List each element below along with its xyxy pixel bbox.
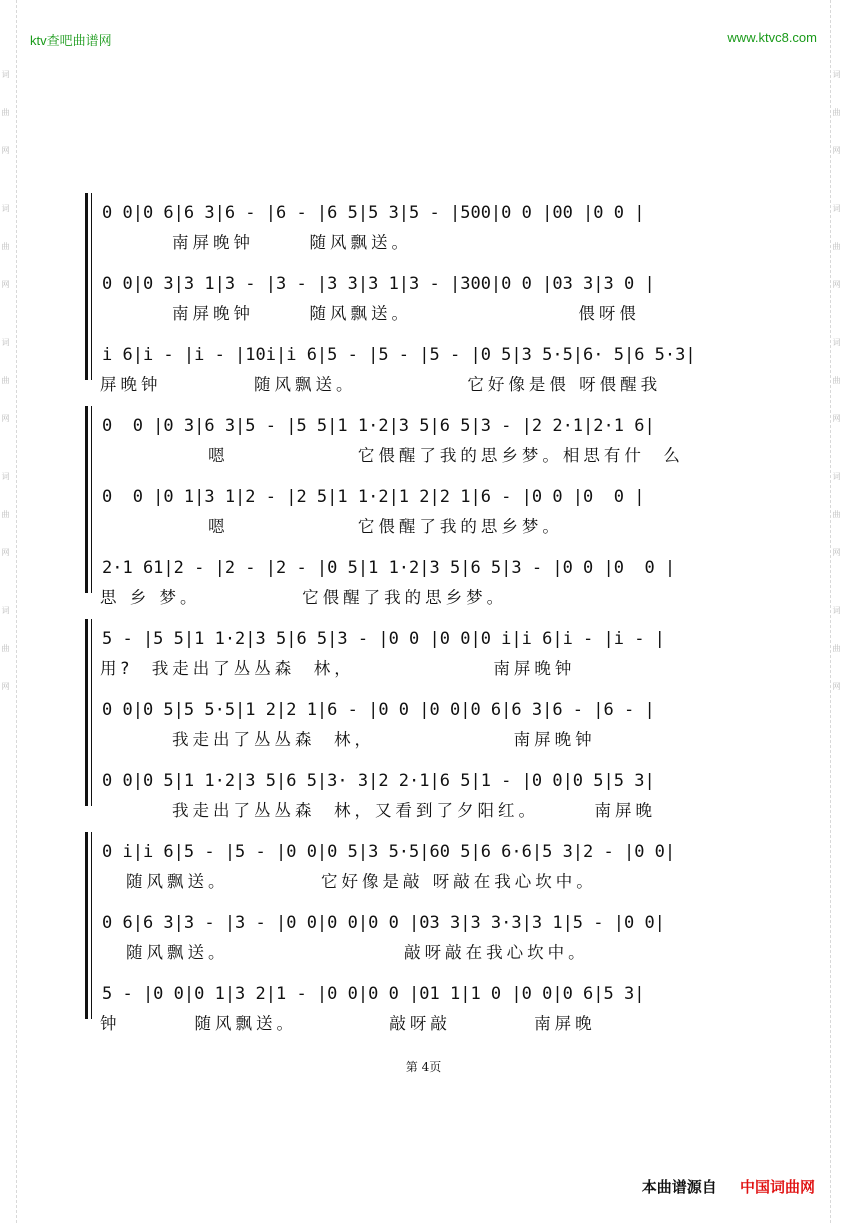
header-site-name[interactable]: ktv查吧曲谱网 xyxy=(30,33,112,48)
watermark-text: 词曲网 xyxy=(832,204,841,318)
notation-line: 0 0|0 5|1 1·2|3 5|6 5|3· 3|2 2·1|6 5|1 - |0 0|0 5|5 3| xyxy=(102,771,655,791)
voice-part xyxy=(80,682,750,753)
lyric-line: 嗯 它偎醒了我的思乡梦。 xyxy=(208,517,563,536)
watermark-strip-right xyxy=(830,0,847,1223)
lyric-line: 随风飘送。 它好像是敲 呀敲在我心坎中。 xyxy=(126,872,597,891)
header-site-url[interactable]: www.ktvc8.com xyxy=(727,30,817,45)
score xyxy=(80,185,750,1037)
lyric-line: 我走出了丛丛森 林， 南屏晚钟 xyxy=(172,730,596,749)
lyric-line: 思 乡 梦。 它偎醒了我的思乡梦。 xyxy=(100,588,508,607)
lyric-line: 钟 随风飘送。 敲呀敲 南屏晚 xyxy=(100,1014,596,1033)
voice-part xyxy=(80,966,750,1037)
voice-part xyxy=(80,469,750,540)
voice-part xyxy=(80,540,750,611)
voice-part xyxy=(80,824,750,895)
notation-line: 0 0 |0 1|3 1|2 - |2 5|1 1·2|1 2|2 1|6 - |0 0 |0 0 | xyxy=(102,487,645,507)
watermark-text: 词曲网 xyxy=(832,338,841,452)
score-system xyxy=(80,824,750,1037)
voice-part xyxy=(80,327,750,398)
notation-line: 2·1 61|2 - |2 - |2 - |0 5|1 1·2|3 5|6 5|3 - |0 0 |0 0 | xyxy=(102,558,676,578)
watermark-text: 词曲网 xyxy=(1,70,10,184)
lyric-line: 南屏晚钟 随风飘送。 xyxy=(172,233,412,252)
voice-part xyxy=(80,611,750,682)
notation-line: 5 - |0 0|0 1|3 2|1 - |0 0|0 0 |01 1|1 0 |0 0|0 6|5 3| xyxy=(102,984,645,1004)
notation-line: 0 0|0 5|5 5·5|1 2|2 1|6 - |0 0 |0 0|0 6|6 3|6 - |6 - | xyxy=(102,700,655,720)
lyric-line: 我走出了丛丛森 林，又看到了夕阳红。 南屏晚 xyxy=(172,801,656,820)
watermark-text: 词曲网 xyxy=(832,606,841,720)
voice-part xyxy=(80,256,750,327)
watermark-text: 词曲网 xyxy=(1,472,10,586)
score-system xyxy=(80,398,750,611)
lyric-line: 随风飘送。 敲呀敲在我心坎中。 xyxy=(126,943,589,962)
page-number: 第 4页 xyxy=(405,1060,442,1074)
footer-source-label: 本曲谱源自 xyxy=(641,1178,717,1196)
lyric-line: 屏晚钟 随风飘送。 它好像是偎 呀偎醒我 xyxy=(100,375,662,394)
score-system xyxy=(80,611,750,824)
notation-line: 0 0|0 3|3 1|3 - |3 - |3 3|3 1|3 - |300|0 0 |03 3|3 0 | xyxy=(102,274,655,294)
footer-credit xyxy=(642,1176,815,1197)
voice-part xyxy=(80,753,750,824)
lyric-line: 嗯 它偎醒了我的思乡梦。相思有什 么 xyxy=(208,446,684,465)
notation-line: i 6|i - |i - |10i|i 6|5 - |5 - |5 - |0 5|3 5·5|6· 5|6 5·3| xyxy=(102,345,696,365)
watermark-text: 词曲网 xyxy=(832,70,841,184)
notation-line: 0 i|i 6|5 - |5 - |0 0|0 5|3 5·5|60 5|6 6·6|5 3|2 - |0 0| xyxy=(102,842,676,862)
watermark-text: 词曲网 xyxy=(1,204,10,318)
voice-part xyxy=(80,895,750,966)
notation-line: 0 0 |0 3|6 3|5 - |5 5|1 1·2|3 5|6 5|3 - |2 2·1|2·1 6| xyxy=(102,416,655,436)
lyric-line: 南屏晚钟 随风飘送。 偎呀偎 xyxy=(172,304,640,323)
watermark-text: 词曲网 xyxy=(1,338,10,452)
notation-line: 5 - |5 5|1 1·2|3 5|6 5|3 - |0 0 |0 0|0 i|i 6|i - |i - | xyxy=(102,629,665,649)
watermark-text: 词曲网 xyxy=(1,606,10,720)
watermark-strip-left xyxy=(0,0,17,1223)
watermark-text: 词曲网 xyxy=(832,472,841,586)
voice-part xyxy=(80,398,750,469)
footer-site-link[interactable]: 中国词曲网 xyxy=(739,1178,815,1196)
notation-line: 0 0|0 6|6 3|6 - |6 - |6 5|5 3|5 - |500|0 0 |00 |0 0 | xyxy=(102,203,645,223)
notation-line: 0 6|6 3|3 - |3 - |0 0|0 0|0 0 |03 3|3 3·3|3 1|5 - |0 0| xyxy=(102,913,665,933)
lyric-line: 用? 我走出了丛丛森 林， 南屏晚钟 xyxy=(100,659,576,678)
score-system xyxy=(80,185,750,398)
voice-part xyxy=(80,185,750,256)
